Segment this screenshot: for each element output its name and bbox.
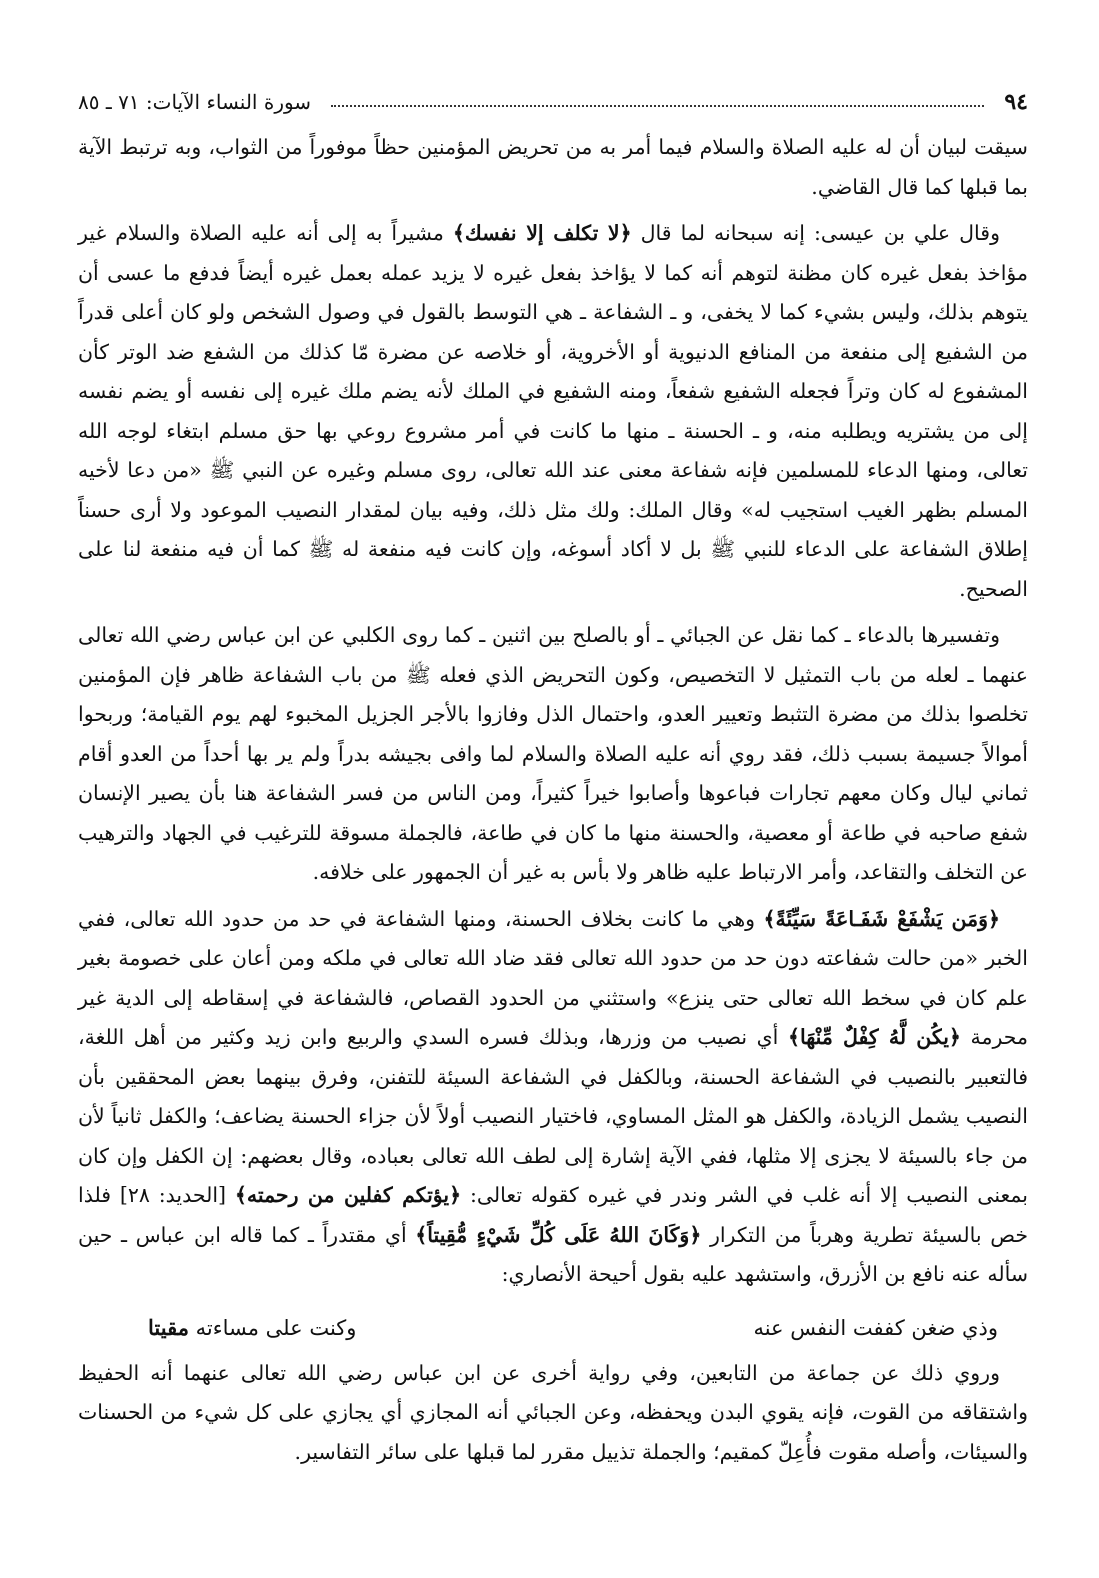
paragraph-2-text-a: وقال علي بن عيسى: إنه سبحانه لما قال — [631, 221, 1000, 245]
verse-first-hemistich: وذي ضغن كففت النفس عنه — [753, 1315, 998, 1340]
header-title: سورة النساء الآيات: ٧١ ـ ٨٥ — [78, 90, 312, 114]
paragraph-4-text-a: وهي ما كانت بخلاف الحسنة، ومنها الشفاعة في حد من حدود الله تعالى، ففي الخبر «من حالت شفاعته دون حد من حدود الله تعالى فقد ضاد الله تعالى في ملكه ومن أعان على خصومة بغير علم كان في سخط الله تعالى حتى ينزع» واستثني من الحدود القصاص، فالشفاعة في إسقاطه إلى الدية غير محرمة — [78, 906, 1029, 1049]
paragraph-3: وتفسيرها بالدعاء ـ كما نقل عن الجبائي ـ أو بالصلح بين اثنين ـ كما روى الكلبي عن ابن عباس رضي الله تعالى عنهما ـ لعله من باب التمثيل لا التخصيص، وكون التحريض الذي فعله ﷺ من باب الشفاعة ظاهر فإن المؤمنين تخلصوا بذلك من مضرة التثبط وتعيير العدو، واحتمال الذل وفازوا بالأجر الجزيل المخبوء لهم يوم القيامة؛ وربحوا أموالاً جسيمة بسبب ذلك، فقد روي أنه عليه الصلاة والسلام لما وافى بجيشه بدراً ولم ير بها أحداً من العدو أقام ثماني ليال وكان معهم تجارات فباعوها وأصابوا خيراً كثيراً، ومن الناس من فسر الشفاعة هنا بأن يصير الإنسان شفع صاحبه في طاعة أو معصية، والحسنة منها ما كان في طاعة، فالجملة مسوقة للترغيب في الجهاد والترهيب عن التخلف والتقاعد، وأمر الارتباط عليه ظاهر ولا بأس به غير أن الجمهور على خلافه. — [78, 623, 1028, 884]
poetry-verse — [78, 1302, 1028, 1354]
page-number: ٩٤ — [1004, 89, 1028, 115]
paragraph-4-text-b: أي نصيب من وزرها، وبذلك فسره السدي والربيع وابن زيد وكثير من أهل اللغة، فالتعبير بالنصيب في الشفاعة الحسنة، وبالكفل في الشفاعة السيئة للتفنن، وفرق بينهما بعض المحققين بأن النصيب يشمل الزيادة، والكفل هو المثل المساوي، فاختيار النصيب أولاً لأن جزاء الحسنة يضاعف؛ والكفل ثانياً لأن من جاء بالسيئة لا يجزى إلا مثلها، ففي الآية إشارة إلى لطف الله تعالى بعباده، وقال بعضهم: إن الكفل وإن كان بمعنى النصيب إلا أنه غلب في الشر وندر في غيره كقوله تعالى: — [78, 1025, 1028, 1207]
quran-quote: ﴿يكُن لَّهُ كِفْلٌ مِّنْهَا﴾ — [787, 1025, 961, 1049]
paragraph-1: سيقت لبيان أن له عليه الصلاة والسلام فيما أمر به من تحريض المؤمنين حظاً موفوراً من الثواب، وبه ترتبط الآية بما قبلها كما قال القاضي. — [78, 135, 1028, 199]
paragraph-4 — [78, 900, 1028, 1295]
paragraph-4-text-d: أي مقتدراً ـ كما قاله ابن عباس ـ حين سأله عنه نافع بن الأزرق، واستشهد عليه بقول أحيحة الأنصاري: — [78, 1222, 1028, 1286]
paragraph-4-text-c: [الحديد: ٢٨] فلذا خص بالسيئة تطرية وهرباً من التكرار — [78, 1183, 1028, 1247]
paragraph-2-text-b: مشيراً به إلى أنه عليه الصلاة والسلام غير مؤاخذ بفعل غيره كان مظنة لتوهم أنه كما لا يؤاخذ بفعل غيره لا يزيد عمله بعمل غيره أيضاً فدفع ما عسى أن يتوهم بذلك، وليس بشيء كما لا يخفى، و ـ الشفاعة ـ هي التوسط بالقول في وصول الشخص ولو كان أعلى قدراً من الشفيع إلى منفعة من المنافع الدنيوية أو الأخروية، أو خلاصه عن مضرة مّا كذلك من الشفع ضد الوتر كأن المشفوع له كان وتراً فجعله الشفيع شفعاً، ومنه الشفيع في الملك لأنه يضم ملك غيره إلى نفسه أو يضم نفسه إلى من يشتريه ويطلبه منه، و ـ الحسنة ـ منها ما كانت في أمر مشروع روعي بها حق مسلم ابتغاء لوجه الله تعالى، ومنها الدعاء للمسلمين فإنه شفاعة معنى عند الله تعالى، روى مسلم وغيره عن النبي ﷺ «من دعا لأخيه المسلم بظهر الغيب استجيب له» وقال الملك: ولك مثل ذلك، وفيه بيان لمقدار النصيب الموعود ولا أرى حسناً إطلاق الشفاعة على الدعاء للنبي ﷺ بل لا أكاد أسوغه، وإن كانت فيه منفعة له ﷺ كما أن فيه منفعة لنا على الصحيح. — [78, 221, 1028, 601]
verse-second-text: وكنت على مساءته — [188, 1315, 357, 1340]
quran-quote: ﴿يؤتكم كفلين من رحمته﴾ — [234, 1183, 462, 1207]
header-dotted-rule — [331, 105, 984, 107]
paragraph-2 — [78, 214, 1028, 609]
quran-quote: ﴿وَكَانَ اللهُ عَلَى كُلِّ شَيْءٍ مُّقِيتاً﴾ — [415, 1222, 702, 1247]
quran-quote: ﴿وَمَن يَشْفَعْ شَفَـاعَةً سَيِّئَةً﴾ — [763, 906, 1000, 931]
quran-quote: ﴿لا تكلف إلا نفسك﴾ — [452, 221, 632, 245]
verse-highlight-word: مقيتا — [148, 1314, 189, 1340]
verse-second-hemistich — [148, 1308, 356, 1348]
paragraph-5: وروي ذلك عن جماعة من التابعين، وفي رواية أخرى عن ابن عباس رضي الله تعالى عنهما أنه الحفيظ واشتقاقه من القوت، فإنه يقوي البدن ويحفظه، وعن الجبائي أنه المجازي أي يجازي على كل شيء من الحسنات والسيئات، وأصله مقوت فأُعِلّ كمقيم؛ والجملة تذييل مقرر لما قبلها على سائر التفاسير. — [78, 1360, 1028, 1464]
running-header — [78, 82, 1028, 122]
page — [78, 82, 1028, 1479]
